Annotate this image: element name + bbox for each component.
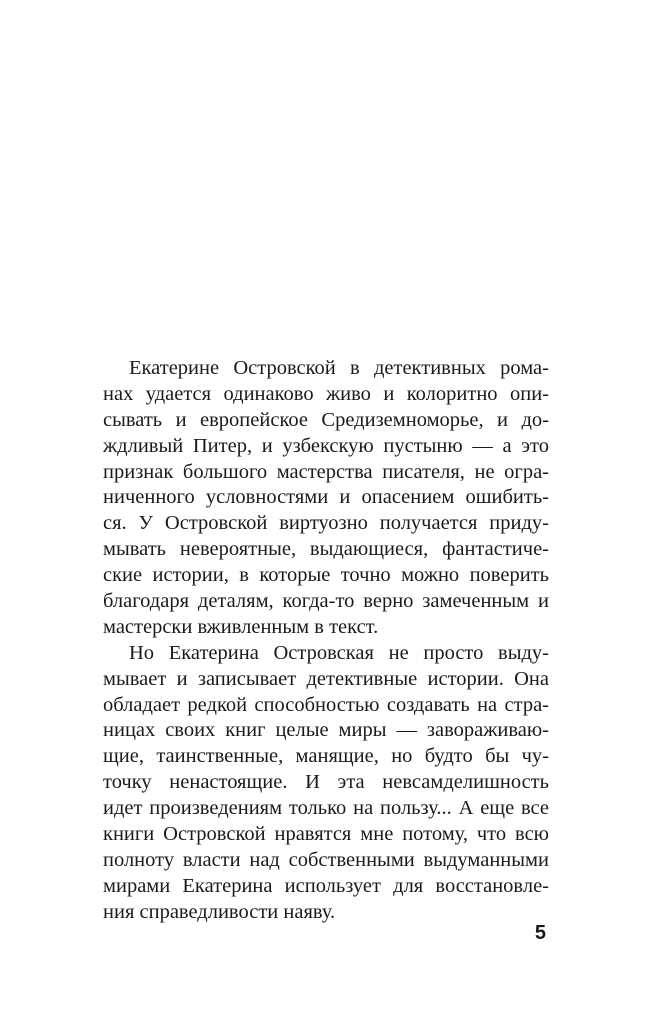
text-line: Но Екатерина Островская не просто выду- (129, 641, 549, 664)
text-line: ждливый Питер, и узбекскую пустыню — а это (103, 434, 549, 457)
text-line: точку ненастоящие. И эта невсамделишность (103, 771, 549, 794)
text-line: полноту власти над собственными выдуманными (103, 848, 549, 871)
paragraph-1 (103, 356, 549, 641)
paragraph-2 (103, 641, 549, 926)
text-line: мывает и записывает детективные истории. Она (103, 667, 549, 690)
text-line: книги Островской нравятся мне потому, что всю (103, 823, 549, 846)
text-line: ния справедливости наяву. (103, 900, 336, 923)
text-line: ские истории, в которые точно можно поверить (103, 564, 549, 587)
text-line: нах удается одинаково живо и колоритно опи- (103, 382, 549, 405)
text-line: щие, таинственные, манящие, но будто бы чу- (103, 745, 549, 768)
text-line: мывать невероятные, выдающиеся, фантастиче- (103, 538, 549, 561)
text-line: сывать и европейское Средиземноморье, и до- (103, 408, 549, 431)
body-text (103, 356, 549, 926)
page-number: 5 (534, 922, 546, 944)
text-line: обладает редкой способностью создавать на стра- (103, 693, 549, 716)
text-line: признак большого мастерства писателя, не огра- (103, 460, 549, 483)
text-line: мирами Екатерина использует для восстановле- (103, 874, 549, 897)
text-line: ниченного условностями и опасением ошибить- (103, 486, 549, 509)
text-line: благодаря деталям, когда-то верно замеченным и (103, 590, 549, 613)
text-line: ся. У Островской виртуозно получается приду- (103, 512, 549, 535)
text-line: Екатерине Островской в детективных рома- (129, 357, 549, 379)
text-line: мастерски вживленным в текст. (103, 615, 379, 638)
text-line: ницах своих книг целые миры — завораживаю- (103, 719, 549, 742)
text-line: идет произведениям только на пользу... А еще все (103, 797, 549, 820)
